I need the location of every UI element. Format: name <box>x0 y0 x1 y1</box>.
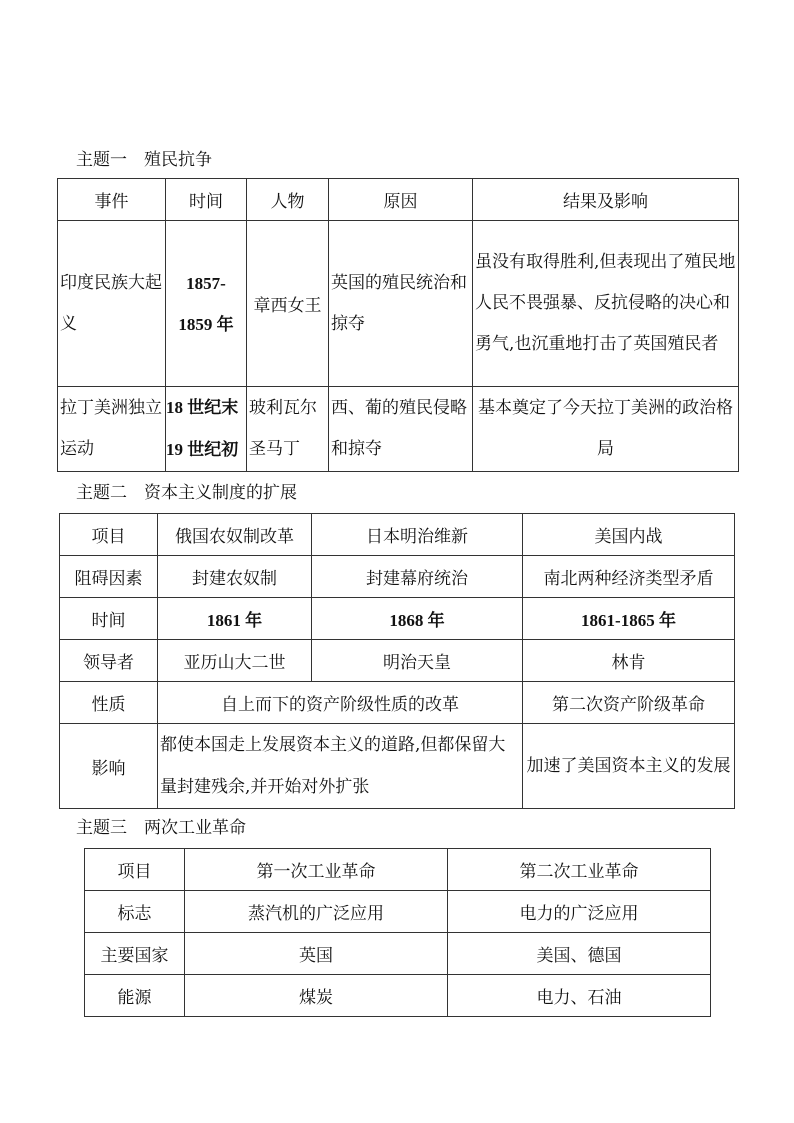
header-cell: 时间 <box>166 179 247 221</box>
table-cell: 明治天皇 <box>312 640 523 682</box>
row-label: 主要国家 <box>85 933 185 975</box>
row-label: 影响 <box>60 724 158 809</box>
header-cell: 美国内战 <box>523 514 735 556</box>
cause-cell: 西、葡的殖民侵略和掠夺 <box>329 387 473 472</box>
cause-cell: 英国的殖民统治和掠夺 <box>329 221 473 387</box>
theme2-title: 主题二 资本主义制度的扩展 <box>76 483 297 503</box>
header-cell: 俄国农奴制改革 <box>158 514 312 556</box>
table-cell: 电力、石油 <box>448 975 711 1017</box>
table-cell: 1861-1865 年 <box>523 598 735 640</box>
table-cell: 第二次资产阶级革命 <box>523 682 735 724</box>
table-cell: 亚历山大二世 <box>158 640 312 682</box>
theme2-table <box>59 513 735 809</box>
table-row <box>85 975 711 1017</box>
table-row <box>60 598 735 640</box>
time-start: 1857- <box>186 273 226 293</box>
header-cell: 项目 <box>60 514 158 556</box>
table-row <box>60 556 735 598</box>
row-label: 标志 <box>85 891 185 933</box>
time-cell <box>166 221 247 387</box>
person-cell: 章西女王 <box>247 221 329 387</box>
table-header-row <box>58 179 739 221</box>
time-end: 1859 年 <box>178 314 234 334</box>
table-cell: 南北两种经济类型矛盾 <box>523 556 735 598</box>
event-cell: 拉丁美洲独立运动 <box>58 387 166 472</box>
row-label: 领导者 <box>60 640 158 682</box>
row-label: 能源 <box>85 975 185 1017</box>
event-cell: 印度民族大起义 <box>58 221 166 387</box>
table-header-row <box>60 514 735 556</box>
header-cell: 原因 <box>329 179 473 221</box>
table-cell: 煤炭 <box>185 975 448 1017</box>
table-cell: 1868 年 <box>312 598 523 640</box>
table-cell: 封建幕府统治 <box>312 556 523 598</box>
result-cell: 虽没有取得胜利,但表现出了殖民地人民不畏强暴、反抗侵略的决心和勇气,也沉重地打击了英国殖民者 <box>473 221 739 387</box>
table-cell: 1861 年 <box>158 598 312 640</box>
theme1-title: 主题一 殖民抗争 <box>76 150 212 170</box>
table-row <box>85 933 711 975</box>
table-cell: 电力的广泛应用 <box>448 891 711 933</box>
table-cell: 美国、德国 <box>448 933 711 975</box>
theme1-table <box>57 178 739 472</box>
table-cell: 封建农奴制 <box>158 556 312 598</box>
table-header-row <box>85 849 711 891</box>
row-label: 时间 <box>60 598 158 640</box>
theme3-title: 主题三 两次工业革命 <box>76 818 246 838</box>
row-label: 性质 <box>60 682 158 724</box>
header-cell: 项目 <box>85 849 185 891</box>
time-cell <box>166 387 247 472</box>
table-cell: 加速了美国资本主义的发展 <box>523 724 735 809</box>
header-cell: 日本明治维新 <box>312 514 523 556</box>
table-row <box>60 682 735 724</box>
table-cell: 林肯 <box>523 640 735 682</box>
table-row <box>58 387 739 472</box>
table-cell-merged: 都使本国走上发展资本主义的道路,但都保留大量封建残余,并开始对外扩张 <box>158 724 523 809</box>
table-cell: 蒸汽机的广泛应用 <box>185 891 448 933</box>
table-row <box>58 221 739 387</box>
header-cell: 结果及影响 <box>473 179 739 221</box>
header-cell: 人物 <box>247 179 329 221</box>
person-cell: 玻利瓦尔圣马丁 <box>247 387 329 472</box>
table-cell: 英国 <box>185 933 448 975</box>
header-cell: 第二次工业革命 <box>448 849 711 891</box>
table-row <box>85 891 711 933</box>
row-label: 阻碍因素 <box>60 556 158 598</box>
table-cell-merged: 自上而下的资产阶级性质的改革 <box>158 682 523 724</box>
table-row <box>60 724 735 809</box>
theme3-table <box>84 848 711 1017</box>
time-start: 18 世纪末 <box>166 398 239 417</box>
table-row <box>60 640 735 682</box>
result-cell: 基本奠定了今天拉丁美洲的政治格局 <box>473 387 739 472</box>
time-end: 19 世纪初 <box>166 440 239 459</box>
header-cell: 第一次工业革命 <box>185 849 448 891</box>
header-cell: 事件 <box>58 179 166 221</box>
